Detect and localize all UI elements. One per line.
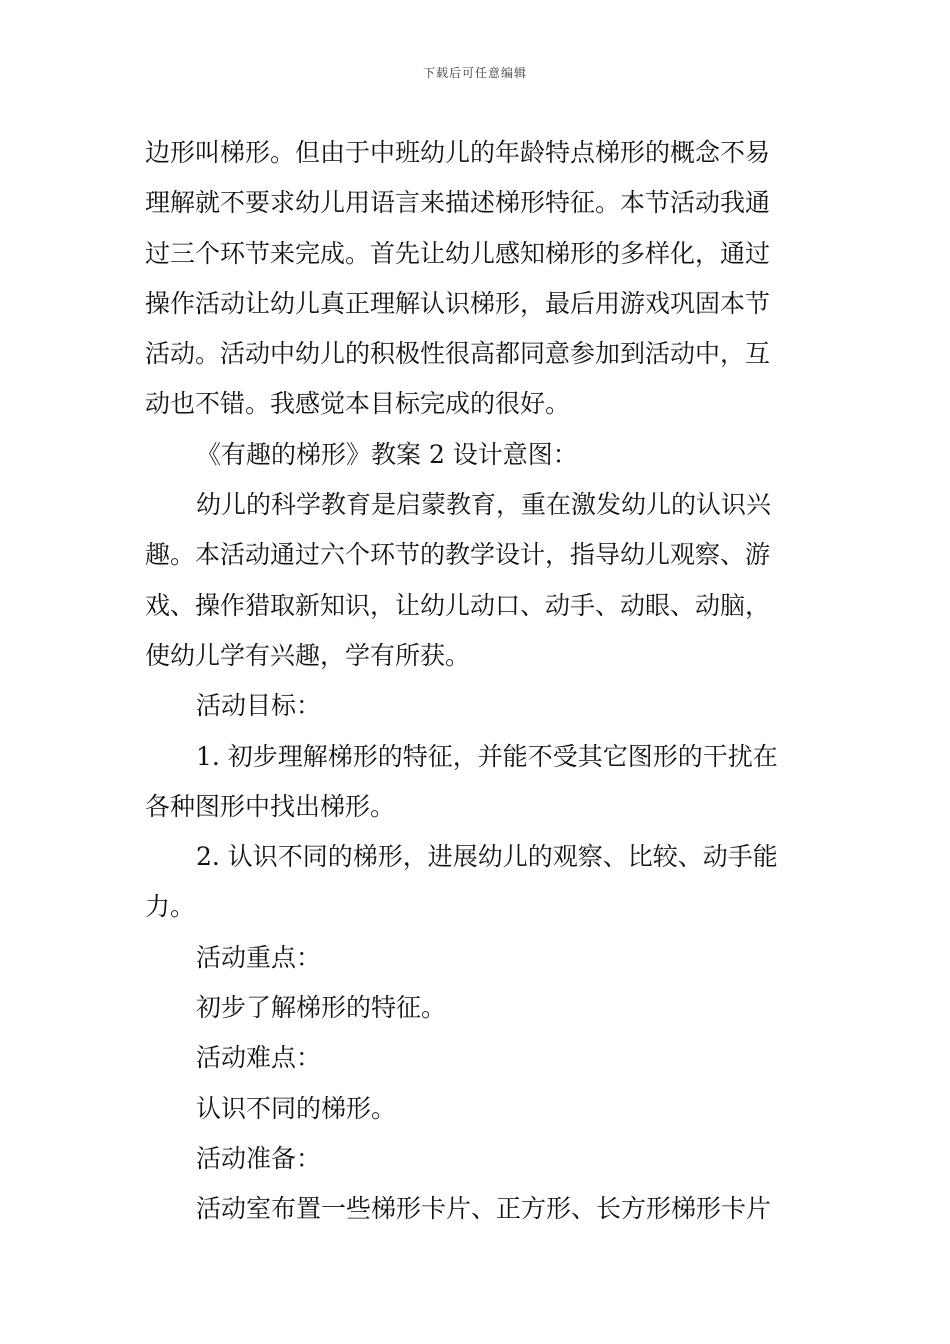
text-line: 戏、操作猎取新知识，让幼儿动口、动手、动眼、动脑， — [145, 590, 771, 620]
text-line: 幼儿的科学教育是启蒙教育，重在激发幼儿的认识兴 — [196, 490, 772, 520]
text-line: 认识不同的梯形。 — [196, 1093, 397, 1123]
text-line: 使幼儿学有兴趣，学有所获。 — [145, 640, 471, 670]
text-line: 边形叫梯形。但由于中班幼儿的年龄特点梯形的概念不易 — [145, 138, 771, 167]
text-line: 活动准备： — [196, 1143, 322, 1173]
text-line: 2. 认识不同的梯形，进展幼儿的观察、比较、动手能 — [196, 842, 778, 872]
text-line: 动也不错。我感觉本目标完成的很好。 — [145, 389, 571, 419]
text-line: 各种图形中找出梯形。 — [145, 791, 396, 821]
text-line: 过三个环节来完成。首先让幼儿感知梯形的多样化，通过 — [145, 238, 771, 268]
text-line: 活动。活动中幼儿的积极性很高都同意参加到活动中，互 — [145, 339, 771, 369]
text-line: 趣。本活动通过六个环节的教学设计，指导幼儿观察、游 — [145, 540, 771, 570]
document-body — [145, 128, 810, 1235]
text-line: 《有趣的梯形》教案 2 设计意图： — [196, 439, 578, 469]
text-line: 操作活动让幼儿真正理解认识梯形，最后用游戏巩固本节 — [145, 288, 771, 318]
text-line: 活动室布置一些梯形卡片、正方形、长方形梯形卡片 — [196, 1194, 772, 1224]
text-line: 活动目标： — [196, 691, 322, 721]
text-line: 力。 — [145, 892, 196, 922]
text-line: 活动难点： — [196, 1043, 322, 1073]
text-line: 活动重点： — [196, 942, 322, 972]
page-header: 下载后可任意编辑 — [422, 66, 527, 80]
text-line: 理解就不要求幼儿用语言来描述梯形特征。本节活动我通 — [145, 188, 771, 218]
text-line: 初步了解梯形的特征。 — [196, 993, 447, 1023]
text-line: 1. 初步理解梯形的特征，并能不受其它图形的干扰在 — [196, 741, 778, 771]
